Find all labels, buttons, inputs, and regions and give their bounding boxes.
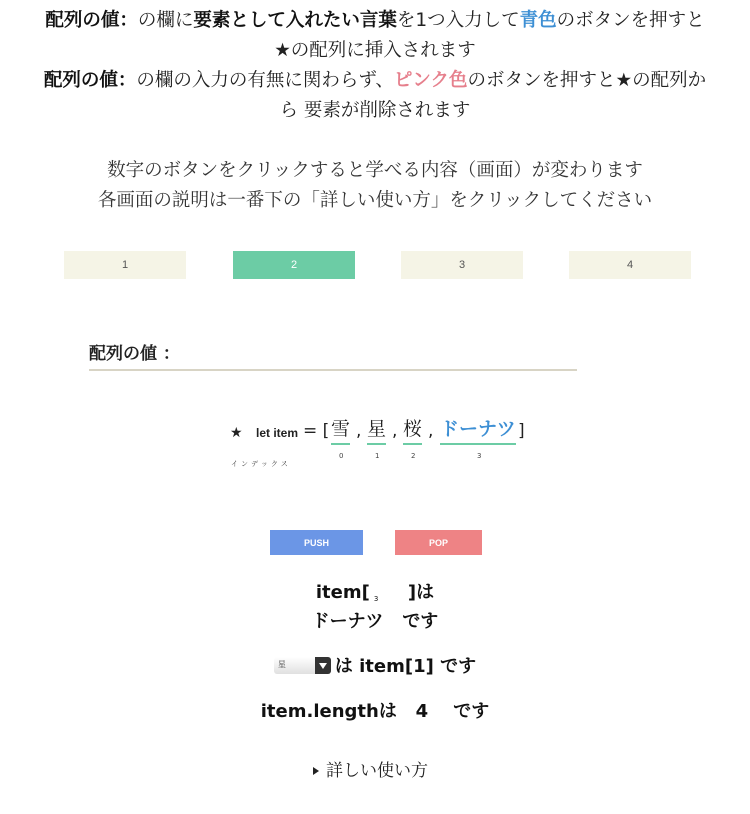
array-index-0: 0 [339, 452, 344, 460]
element-emphasis: 要素として入れたい言葉 [193, 10, 397, 31]
tab-1[interactable]: 1 [64, 251, 186, 279]
field-name-emphasis: 配列の値： [45, 10, 138, 31]
array-variable: let item [256, 426, 299, 440]
array-element-1: 星 [367, 417, 386, 445]
result-text: item[ [315, 582, 370, 603]
instruction-text: の欄に [137, 10, 194, 31]
instruction-text: のボタンを押すと★の配列か [467, 70, 707, 91]
chevron-down-icon [315, 657, 331, 674]
array-element-2: 桜 [403, 417, 422, 445]
result-text: ]は [407, 582, 435, 603]
select-result-line [0, 652, 750, 678]
push-button[interactable]: PUSH [270, 530, 363, 555]
length-label: item.lengthは [260, 701, 397, 722]
index-result-line [0, 578, 750, 606]
details-label: 詳しい使い方 [326, 761, 428, 781]
pop-button[interactable]: POP [395, 530, 482, 555]
length-result-line [0, 697, 750, 723]
array-display [0, 415, 750, 475]
triangle-right-icon [313, 767, 319, 775]
instruction-text: を1つ入力して [396, 10, 520, 31]
array-value-label: 配列の値 ： [89, 344, 180, 364]
value-result-line [0, 607, 750, 633]
instruction-text: のボタンを押すと [556, 10, 705, 31]
select-value: 星 [277, 660, 286, 669]
instruction-line-2: ★の配列に挿入されます [274, 40, 476, 61]
instruction-line-1 [0, 6, 750, 36]
instructions [0, 6, 750, 126]
tab-2[interactable]: 2 [233, 251, 355, 279]
guide-line-1: 数字のボタンをクリックすると学べる内容（画面）が変わります [107, 160, 643, 181]
array-element-3: ドーナツ [440, 417, 516, 445]
result-desu: です [402, 611, 439, 632]
screen-tabs [0, 251, 750, 279]
array-separator: , [428, 421, 434, 441]
tab-3[interactable]: 3 [401, 251, 523, 279]
array-index-3: 3 [477, 452, 482, 460]
array-close: ] [518, 421, 525, 441]
instruction-text: の欄の入力の有無に関わらず、 [136, 70, 394, 91]
navigation-guide [0, 156, 750, 216]
array-open: = [ [303, 421, 330, 441]
input-underline [89, 369, 577, 371]
blue-emphasis: 青色 [519, 10, 557, 31]
pink-emphasis: ピンク色 [393, 70, 468, 91]
array-index-1: 1 [375, 452, 380, 460]
value-select[interactable] [274, 657, 331, 674]
tab-4[interactable]: 4 [569, 251, 691, 279]
array-element-0: 雪 [331, 417, 350, 445]
select-result-text: は item[1] です [334, 656, 477, 677]
array-separator: , [356, 421, 362, 441]
result-value: ドーナツ [311, 611, 384, 632]
star-icon: ★ [230, 425, 243, 441]
index-input[interactable]: 3 [373, 595, 379, 603]
array-value-input[interactable] [200, 340, 574, 366]
field-name-emphasis: 配列の値： [43, 70, 137, 91]
length-desu: です [453, 701, 490, 722]
instruction-line-3 [0, 66, 750, 96]
details-toggle[interactable] [313, 756, 428, 781]
instruction-line-4: ら 要素が削除されます [279, 100, 471, 121]
index-label: インデックス [231, 460, 291, 468]
array-index-2: 2 [411, 452, 416, 460]
array-separator: , [392, 421, 398, 441]
length-value: 4 [415, 701, 429, 722]
guide-line-2: 各画面の説明は一番下の「詳しい使い方」をクリックしてください [97, 190, 653, 211]
